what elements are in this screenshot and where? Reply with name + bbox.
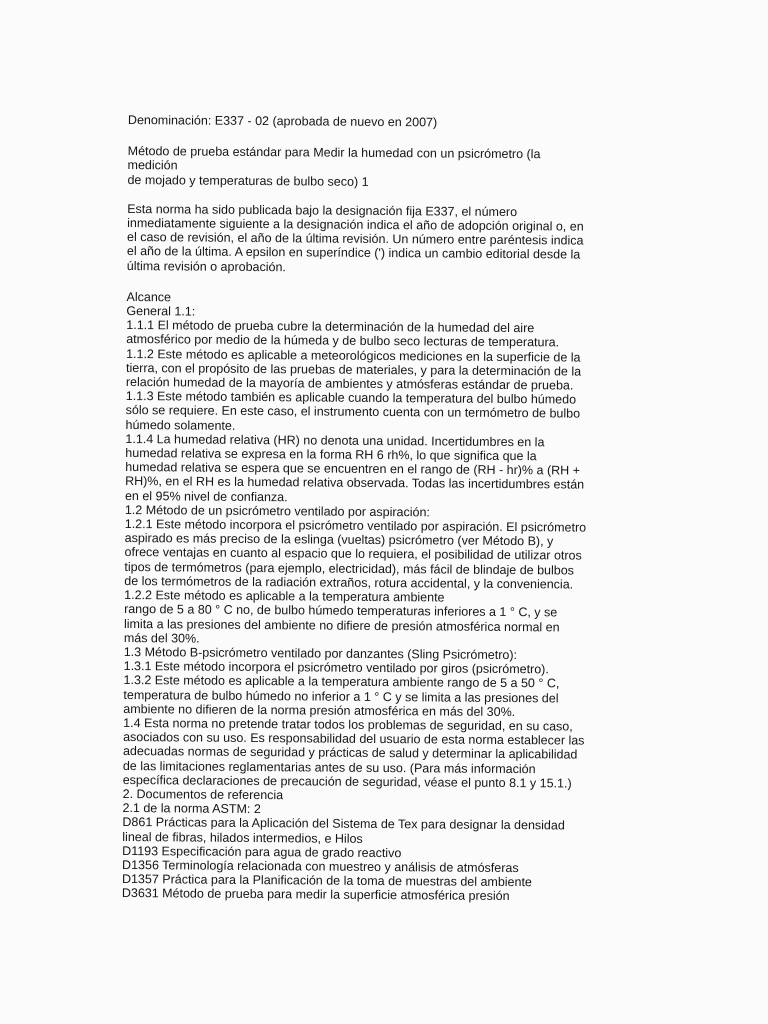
body-line: limita a las presiones del ambiente no difiere de presión atmosférica normal en (123, 616, 560, 634)
body-line: 1.3.2 Este método es aplicable a la temperatura ambiente rango de 5 a 50 ° C, (123, 673, 560, 691)
body-line: 1.1.1 El método de prueba cubre la determinación de la humedad del aire (126, 318, 535, 336)
body-line: 1.2.1 Este método incorpora el psicrómetro ventilado por aspiración. El psicrómetro (124, 517, 587, 535)
body-line: 1.4 Esta norma no pretende tratar todos los problemas de seguridad, en su caso, (123, 715, 573, 734)
reference-item: D1193 Especificación para agua de grado reactivo (122, 843, 402, 860)
body-line: humedad relativa se expresa en la forma RH 6 rh%, lo que significa que la (125, 446, 537, 464)
intro-line: el año de la última. A epsilon en superíndice (') indica un cambio editorial desde la (126, 244, 581, 262)
body-line: temperatura de bulbo húmedo no inferior a 1 ° C y se limita a las presiones del (123, 687, 559, 705)
body-line: RH)%, en el RH es la humedad relativa observada. Todas las incertidumbres están (125, 474, 585, 493)
body-line: 1.1.4 La humedad relativa (HR) no denota una unidad. Incertidumbres en la (125, 431, 545, 450)
body-line: aspirado es más preciso de la eslinga (vueltas) psicrómetro (ver Método B), y (124, 531, 554, 549)
body-line: específica declaraciones de precaución de seguridad, véase el punto 8.1 y 15.1.) (122, 772, 572, 791)
body-line: 1.3 Método B-psicrómetro ventilado por danzantes (Sling Psicrómetro): (123, 644, 518, 662)
body-line: más del 30%. (123, 630, 200, 646)
body-line: de los termómetros de la radiación extraños, rotura accidental, y la conveniencia. (124, 573, 574, 592)
body-section (122, 290, 627, 905)
body-line: ofrece ventajas en cuanto al espacio que lo requiera, el posibilidad de utilizar otros (124, 545, 582, 564)
body-line: tierra, con el propósito de las pruebas de materiales, y para la determinación de la (125, 360, 582, 379)
body-line: 1.2 Método de un psicrómetro ventilado por aspiración: (124, 502, 430, 520)
section-heading: 2. Documentos de referencia (122, 786, 284, 803)
body-line: de las limitaciones reglamentarias antes de su uso. (Para más información (122, 758, 536, 776)
body-line: ambiente no difieren de la norma presión atmosférica en más del 30%. (123, 701, 516, 719)
reference-item: D1357 Práctica para la Planificación de la toma de muestras del ambiente (121, 872, 532, 890)
body-line: rango de 5 a 80 ° C no, de bulbo húmedo temperaturas inferiores a 1 ° C, y se (124, 602, 558, 620)
reference-item: lineal de fibras, hilados intermedios, e Hilos (122, 829, 363, 846)
body-line: 1.1.3 Este método también es aplicable cuando la temperatura del bulbo húmedo (125, 389, 577, 407)
body-line: General 1.1: (126, 304, 196, 319)
title-line: Método de prueba estándar para Medir la humedad con un psicrómetro (la (127, 144, 541, 162)
body-line: relación humedad de la mayoría de ambientes y atmósferas estándar de prueba. (125, 375, 574, 393)
body-line: 1.1.2 Este método es aplicable a meteorológicos mediciones en la superficie de la (126, 346, 581, 365)
intro-line: el caso de revisión, el año de la última revisión. Un número entre paréntesis indica (126, 230, 584, 248)
intro-line: Esta norma ha sido publicada bajo la designación fija E337, el número (127, 201, 518, 219)
body-line: húmedo solamente. (125, 417, 236, 433)
body-line: 1.3.1 Este método incorpora el psicrómetro ventilado por giros (psicrómetro). (123, 659, 549, 677)
intro-paragraph (127, 202, 628, 277)
intro-line: inmediatamente siguiente a la designación indica el año de adopción original o, en (127, 216, 584, 234)
body-line: 2.1 de la norma ASTM: 2 (122, 801, 261, 817)
intro-line: última revisión o aprobación. (126, 258, 286, 274)
body-line: en el 95% nivel de confianza. (124, 488, 288, 504)
body-line: tipos de termómetros (para ejemplo, electricidad), más fácil de blindaje de bulbos (124, 559, 575, 578)
document-text (122, 113, 628, 904)
document-title (127, 144, 627, 191)
section-heading: Alcance (126, 289, 172, 305)
body-line: 1.2.2 Este método es aplicable a la temperatura ambiente (124, 588, 445, 605)
title-line: de mojado y temperaturas de bulbo seco) 1 (127, 172, 369, 189)
body-line: asociados con su uso. Es responsabilidad del usuario de esta norma establecer las (123, 730, 585, 748)
body-line: humedad relativa se espera que se encuentren en el rango de (RH - hr)% a (RH + (125, 460, 581, 478)
reference-item: D861 Prácticas para la Aplicación del Sistema de Tex para designar la densidad (122, 815, 565, 833)
body-line: atmosférico por medio de la húmeda y de bulbo seco lecturas de temperatura. (126, 332, 560, 350)
reference-item: D1356 Terminología relacionada con muestreo y análisis de atmósferas (122, 857, 519, 876)
body-line: adecuadas normas de seguridad y prácticas de salud y determinar la aplicabilidad (122, 744, 578, 762)
title-line: medición (127, 158, 178, 173)
body-line: sólo se requiere. En este caso, el instrumento cuenta con un termómetro de bulbo (125, 403, 581, 422)
designation-header: Denominación: E337 - 02 (aprobada de nuevo en 2007) (127, 113, 438, 130)
reference-item: D3631 Método de prueba para medir la superficie atmosférica presión (121, 886, 510, 904)
